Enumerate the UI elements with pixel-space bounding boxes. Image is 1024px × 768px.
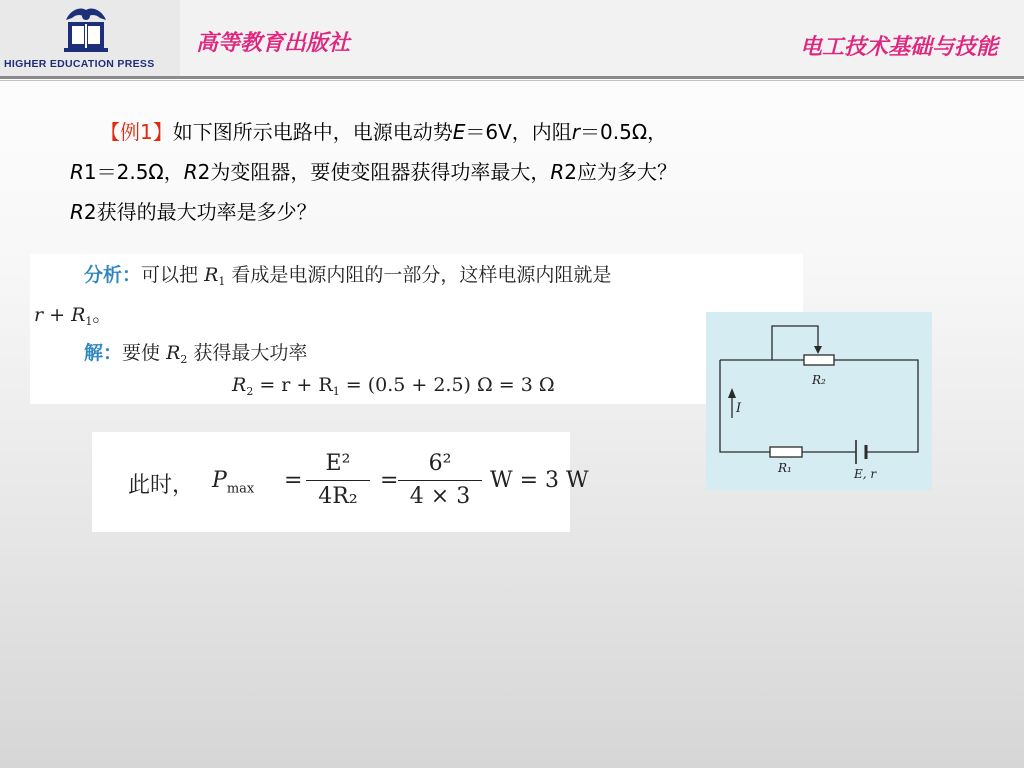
symbol-r: r	[34, 304, 44, 326]
fraction-numerator: E²	[325, 451, 351, 476]
label-R2: R₂	[812, 373, 826, 387]
subscript: 1	[218, 275, 226, 288]
logo-text: HIGHER EDUCATION PRESS	[4, 58, 155, 70]
label-Er: E, r	[854, 467, 877, 481]
fraction-numerator: 6²	[428, 451, 452, 476]
punctuation: 。	[92, 304, 112, 326]
symbol-R: R	[70, 160, 84, 184]
analysis-text: 可以把	[141, 264, 205, 286]
current-arrow-icon	[728, 388, 736, 398]
solution-text: 获得最大功率	[187, 342, 308, 364]
analysis-box	[30, 254, 803, 404]
problem-text: 1＝2.5Ω，	[83, 160, 184, 184]
symbol-E: E	[452, 120, 466, 144]
problem-text: ＝6V，内阻	[465, 120, 572, 144]
max-power-formula	[92, 432, 589, 532]
equation-line	[232, 374, 555, 398]
fraction-2	[398, 448, 482, 513]
symbol-r: r	[571, 120, 581, 144]
problem-text: 2获得的最大功率是多少？	[83, 200, 317, 224]
example-problem	[70, 112, 970, 232]
symbol-P: P	[212, 468, 227, 493]
circuit-schematic	[706, 312, 932, 490]
label-I: I	[736, 401, 742, 416]
symbol-R: R	[232, 374, 247, 396]
subscript: 1	[332, 385, 340, 398]
operator: +	[43, 304, 72, 326]
symbol-R: R	[204, 264, 219, 286]
circuit-diagram	[706, 312, 932, 490]
symbol-R: R	[550, 160, 565, 184]
solution-line	[84, 338, 307, 366]
symbol-R: R	[183, 160, 198, 184]
formula-lhs	[212, 468, 254, 496]
publisher-logo	[0, 0, 180, 76]
course-title: 电工技术基础与技能	[799, 34, 998, 60]
subscript: max	[226, 481, 255, 497]
problem-line-2	[70, 152, 970, 192]
header-divider	[0, 76, 1024, 79]
formula-result: W = 3 W	[490, 468, 589, 493]
equals-sign: =	[284, 468, 303, 493]
subscript: 1	[85, 315, 93, 328]
example-tag: 【例1】	[100, 120, 173, 144]
problem-text: 如下图所示电路中，电源电动势	[172, 120, 453, 144]
publisher-name: 高等教育出版社	[196, 30, 351, 56]
problem-text: 2应为多大？	[564, 160, 678, 184]
problem-line-1	[70, 112, 970, 152]
analysis-line-2	[34, 300, 111, 328]
symbol-R: R	[70, 200, 84, 224]
equals-sign: =	[380, 468, 399, 493]
dragon-book-logo-icon	[56, 4, 116, 56]
equation-text: = r + R	[253, 374, 333, 396]
fraction-denominator: 4 × 3	[409, 484, 471, 509]
solution-text: 要使	[122, 342, 167, 364]
slide-header	[0, 0, 1024, 76]
fraction-1	[306, 448, 370, 513]
analysis-text: 看成是电源内阻的一部分，这样电源内阻就是	[225, 264, 612, 286]
header-divider-thin	[0, 80, 1024, 81]
analysis-label: 分析：	[84, 264, 142, 286]
symbol-R: R	[166, 342, 181, 364]
slider-arrow-icon	[814, 346, 822, 354]
label-R1: R₁	[778, 461, 792, 475]
fraction-denominator: 4R₂	[318, 484, 358, 509]
subscript: 2	[246, 385, 254, 398]
symbol-R: R	[71, 304, 86, 326]
formula-prefix: 此时，	[128, 473, 195, 498]
problem-text: 2为变阻器，要使变阻器获得功率最大，	[197, 160, 551, 184]
analysis-line-1	[84, 260, 611, 288]
problem-line-3	[70, 192, 970, 232]
subscript: 2	[180, 353, 188, 366]
solution-label: 解：	[84, 342, 123, 364]
problem-text: ＝0.5Ω，	[580, 120, 668, 144]
equation-text: = (0.5 + 2.5) Ω = 3 Ω	[339, 374, 555, 396]
